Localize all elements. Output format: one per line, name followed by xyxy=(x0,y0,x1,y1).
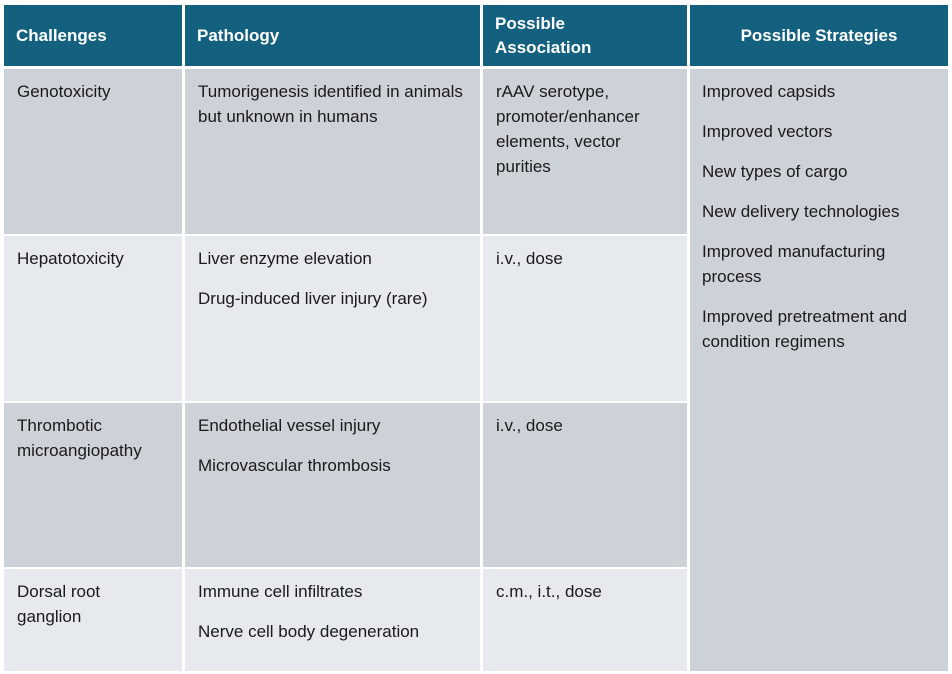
association-text: c.m., i.t., dose xyxy=(496,582,602,601)
pathology-text: Liver enzyme elevation xyxy=(198,249,372,268)
row-4-challenge xyxy=(4,569,182,671)
challenge-text: Thrombotic microangiopathy xyxy=(17,416,142,460)
strategy-item: New types of cargo xyxy=(702,162,848,181)
strategy-item: Improved capsids xyxy=(702,82,836,101)
pathology-text: Nerve cell body degeneration xyxy=(198,622,420,641)
row-3-pathology xyxy=(185,403,480,567)
association-text: rAAV serotype, promoter/enhancer elements, vector purities xyxy=(496,82,640,176)
challenge-text: Hepatotoxicity xyxy=(17,249,124,268)
strategy-item: Improved pretreatment and condition regimens xyxy=(702,307,908,351)
strategy-item: Improved manufacturing process xyxy=(702,242,886,286)
header-association xyxy=(483,5,687,66)
header-pathology-label: Pathology xyxy=(197,25,280,45)
strategy-item: New delivery technologies xyxy=(702,202,900,221)
row-1-challenge xyxy=(4,69,182,234)
row-2-pathology xyxy=(185,236,480,401)
association-text: i.v., dose xyxy=(496,416,563,435)
row-2-association xyxy=(483,236,687,401)
strategy-item: Improved vectors xyxy=(702,122,833,141)
row-1-pathology xyxy=(185,69,480,234)
strategies-cell xyxy=(690,69,948,671)
challenge-text: Genotoxicity xyxy=(17,82,111,101)
header-strategies xyxy=(690,5,948,66)
pathology-text: Immune cell infiltrates xyxy=(198,582,363,601)
header-pathology xyxy=(185,5,480,66)
row-4-association xyxy=(483,569,687,671)
association-text: i.v., dose xyxy=(496,249,563,268)
header-challenges-label: Challenges xyxy=(16,25,107,45)
header-strategies-label: Possible Strategies xyxy=(740,25,898,45)
pathology-text: Endothelial vessel injury xyxy=(198,416,381,435)
header-challenges xyxy=(4,5,182,66)
row-3-challenge xyxy=(4,403,182,567)
row-4-pathology xyxy=(185,569,480,671)
pathology-text: Microvascular thrombosis xyxy=(198,456,391,475)
header-association-label: Possible Association xyxy=(495,13,592,57)
row-2-challenge xyxy=(4,236,182,401)
row-3-association xyxy=(483,403,687,567)
pathology-text: Drug-induced liver injury (rare) xyxy=(198,289,428,308)
row-1-association xyxy=(483,69,687,234)
challenge-text: Dorsal root ganglion xyxy=(17,582,101,626)
pathology-text: Tumorigenesis identified in animals but unknown in humans xyxy=(198,82,463,126)
